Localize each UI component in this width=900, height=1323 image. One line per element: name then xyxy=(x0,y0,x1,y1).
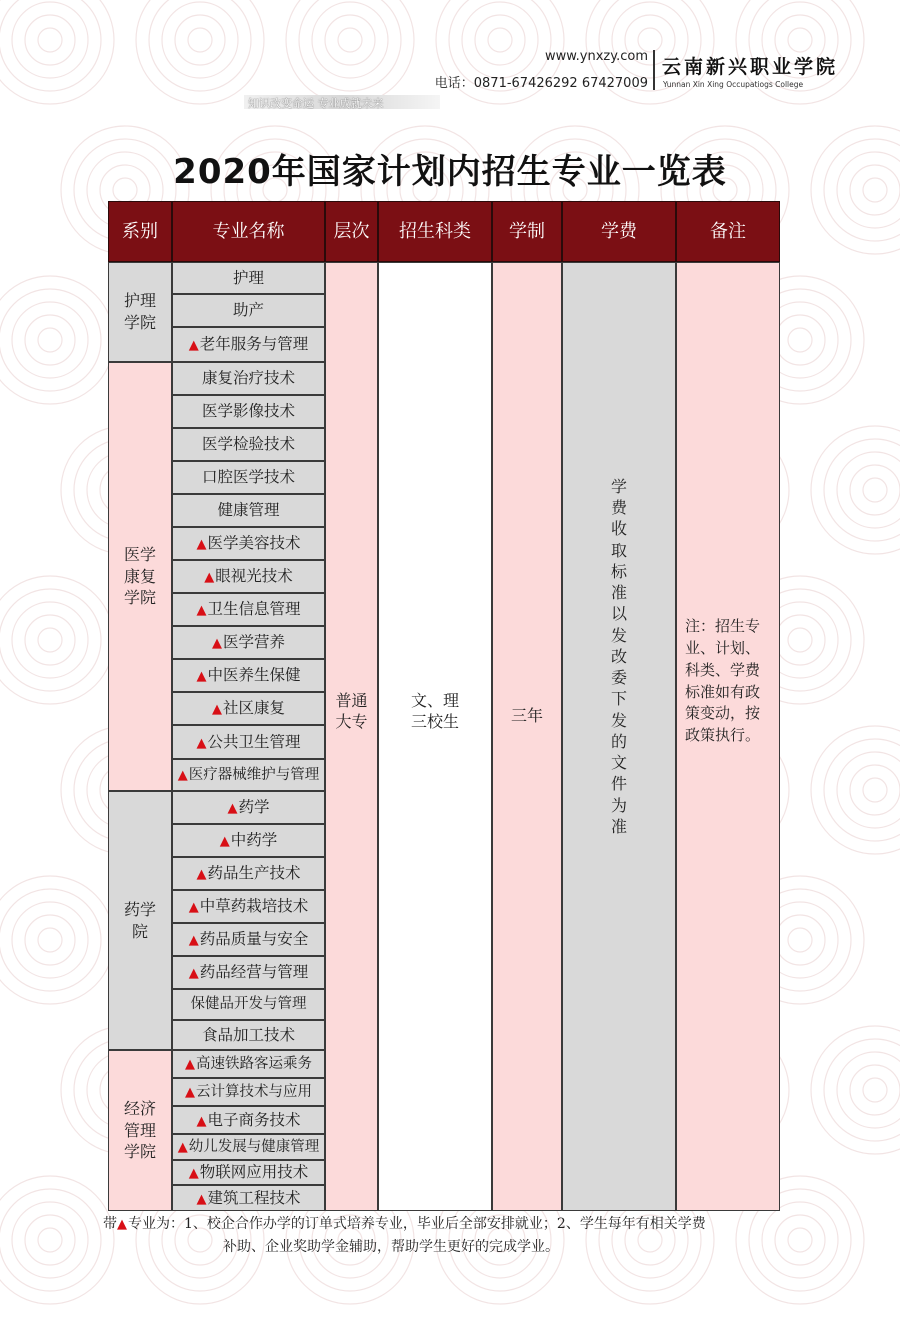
major-label xyxy=(202,467,295,487)
table-row-major xyxy=(172,659,325,692)
table-row-major xyxy=(172,956,325,989)
table-row-major xyxy=(172,791,325,824)
department-name: 医学康复学院 xyxy=(123,545,156,608)
major-label xyxy=(178,1138,320,1157)
major-label xyxy=(202,401,295,421)
table-row-major xyxy=(172,1160,325,1185)
department-name: 药学院 xyxy=(123,899,156,941)
red-triangle-icon: ▲ xyxy=(188,933,199,949)
major-label xyxy=(204,566,293,587)
header-level xyxy=(325,201,378,262)
department-name: 护理学院 xyxy=(123,291,156,332)
table-row-major xyxy=(172,1050,325,1078)
major-name: 助产 xyxy=(232,301,264,320)
red-triangle-icon: ▲ xyxy=(196,1113,207,1129)
table-row-major xyxy=(172,1134,325,1160)
department-name: 经济管理学院 xyxy=(123,1099,156,1162)
red-triangle-icon: ▲ xyxy=(196,603,207,619)
department-cell xyxy=(108,791,172,1050)
major-name: 云计算技术与应用 xyxy=(196,1083,312,1100)
footnote-line-1: 专业为：1、校企合作办学的订单式培养专业，毕业后全部安排就业；2、学生每年有相关学费 xyxy=(128,1216,706,1232)
red-triangle-icon: ▲ xyxy=(227,801,238,817)
department-cell xyxy=(108,262,172,362)
phone-numbers: 电话：0871-67426292 67427009 xyxy=(434,76,648,91)
header-major-name xyxy=(172,201,325,262)
college-english-name: Yunnan Xin Xing Occupatiogs College xyxy=(663,80,804,89)
major-name: 保健品开发与管理 xyxy=(190,996,307,1013)
major-name: 建筑工程技术 xyxy=(207,1188,301,1207)
red-triangle-icon: ▲ xyxy=(185,1056,195,1072)
red-triangle-icon: ▲ xyxy=(196,1191,207,1207)
major-name: 医学影像技术 xyxy=(201,402,295,421)
major-label xyxy=(212,698,285,719)
major-name: 公共卫生管理 xyxy=(207,732,301,751)
major-name: 中草药栽培技术 xyxy=(199,897,309,916)
red-triangle-icon: ▲ xyxy=(196,735,207,751)
table-row-major xyxy=(172,461,325,494)
table-row-major xyxy=(172,362,325,395)
table-row-major xyxy=(172,428,325,461)
red-triangle-icon: ▲ xyxy=(219,834,230,850)
slogan: 知识改变命运 专业成就未来 xyxy=(248,97,384,110)
header-department xyxy=(108,201,172,262)
red-triangle-icon: ▲ xyxy=(211,702,222,718)
major-name: 药学 xyxy=(238,798,270,817)
footnote-prefix: 带 xyxy=(103,1216,117,1232)
major-label xyxy=(233,300,264,320)
tuition-cell xyxy=(562,262,676,1211)
column-header-label: 系别 xyxy=(122,220,158,242)
major-name: 电子商务技术 xyxy=(207,1110,301,1129)
table-row-major xyxy=(172,294,325,327)
red-triangle-icon: ▲ xyxy=(211,636,222,652)
major-name: 康复治疗技术 xyxy=(201,369,295,388)
table-row-major xyxy=(172,527,325,560)
table-row-major xyxy=(172,890,325,923)
column-header-label: 学制 xyxy=(509,220,545,242)
major-name: 口腔医学技术 xyxy=(201,468,295,487)
column-header-label: 备注 xyxy=(710,220,746,242)
major-label xyxy=(189,334,309,355)
red-triangle-icon: ▲ xyxy=(117,1217,127,1232)
major-name: 社区康复 xyxy=(222,699,285,718)
website-url: www.ynxzy.com xyxy=(544,49,648,64)
red-triangle-icon: ▲ xyxy=(188,1166,199,1182)
level-value: 普通大专 xyxy=(335,690,368,731)
major-label xyxy=(202,434,295,454)
table-row-major xyxy=(172,923,325,956)
table-row-major xyxy=(172,593,325,626)
column-header-label: 学费 xyxy=(601,220,637,242)
major-label xyxy=(191,995,307,1014)
major-label xyxy=(233,268,264,288)
table-row-major xyxy=(172,1185,325,1211)
table-row-major xyxy=(172,626,325,659)
red-triangle-icon: ▲ xyxy=(177,1139,188,1155)
major-name: 健康管理 xyxy=(217,501,280,520)
major-name: 眼视光技术 xyxy=(215,567,293,586)
major-label xyxy=(202,368,295,388)
table-row-major xyxy=(172,327,325,362)
major-label xyxy=(189,1162,309,1183)
major-label xyxy=(227,797,269,818)
department-cell xyxy=(108,1050,172,1211)
major-name: 药品经营与管理 xyxy=(199,963,309,982)
major-label xyxy=(178,766,320,785)
major-label xyxy=(189,896,309,917)
table-row-major xyxy=(172,725,325,759)
red-triangle-icon: ▲ xyxy=(196,669,207,685)
major-label xyxy=(196,1188,300,1209)
red-triangle-icon: ▲ xyxy=(204,570,215,586)
major-label xyxy=(220,830,278,851)
header-duration xyxy=(492,201,562,262)
table-row-major xyxy=(172,494,325,527)
major-name: 物联网应用技术 xyxy=(199,1163,309,1182)
major-label xyxy=(196,599,300,620)
table-row-major xyxy=(172,1078,325,1106)
table-row-major xyxy=(172,395,325,428)
major-name: 医疗器械维护与管理 xyxy=(188,766,320,783)
tuition-value: 学费收取标准以发改委下发的文件为准 xyxy=(610,476,627,836)
header-remark xyxy=(676,201,780,262)
red-triangle-icon: ▲ xyxy=(196,537,207,553)
column-header-label: 专业名称 xyxy=(212,220,285,242)
major-name: 医学营养 xyxy=(222,633,285,652)
major-label xyxy=(217,500,279,520)
header-tuition xyxy=(562,201,676,262)
red-triangle-icon: ▲ xyxy=(188,900,199,916)
red-triangle-icon: ▲ xyxy=(177,767,188,783)
table-row-major xyxy=(172,1020,325,1050)
table-row-major xyxy=(172,824,325,857)
remark-value: 注：招生专业、计划、科类、学费标准如有政策变动，按政策执行。 xyxy=(685,617,761,744)
table-row-major xyxy=(172,857,325,890)
college-logo-name: 云南新兴职业学院 xyxy=(662,56,839,78)
table-row-major xyxy=(172,262,325,294)
table-row-major xyxy=(172,759,325,791)
table-row-major xyxy=(172,560,325,593)
red-triangle-icon: ▲ xyxy=(188,338,199,354)
red-triangle-icon: ▲ xyxy=(185,1084,195,1100)
major-name: 卫生信息管理 xyxy=(207,600,301,619)
category-cell xyxy=(378,262,492,1211)
majors-table xyxy=(108,201,780,1206)
red-triangle-icon: ▲ xyxy=(196,867,207,883)
duration-cell xyxy=(492,262,562,1211)
major-name: 医学美容技术 xyxy=(207,534,301,553)
major-name: 中医养生保健 xyxy=(207,666,301,685)
major-label xyxy=(189,962,309,983)
header-category xyxy=(378,201,492,262)
major-label xyxy=(185,1083,312,1102)
major-name: 中药学 xyxy=(230,831,278,850)
major-name: 医学检验技术 xyxy=(201,435,295,454)
column-header-label: 招生科类 xyxy=(399,220,471,242)
major-name: 老年服务与管理 xyxy=(199,335,309,354)
header-divider xyxy=(653,50,655,90)
category-value: 文、理三校生 xyxy=(410,690,459,731)
table-row-major xyxy=(172,989,325,1020)
major-name: 药品质量与安全 xyxy=(199,930,309,949)
footnote xyxy=(103,1213,803,1259)
major-label xyxy=(196,1110,300,1131)
major-label xyxy=(196,863,300,884)
duration-value: 三年 xyxy=(510,706,543,726)
major-label xyxy=(196,665,300,686)
department-cell xyxy=(108,362,172,791)
major-name: 高速铁路客运乘务 xyxy=(196,1055,312,1072)
major-label xyxy=(196,732,300,753)
major-label xyxy=(185,1055,312,1074)
table-row-major xyxy=(172,692,325,725)
major-label xyxy=(189,929,309,950)
red-triangle-icon: ▲ xyxy=(188,966,199,982)
major-name: 食品加工技术 xyxy=(201,1025,295,1044)
footnote-line-2: 补助、企业奖助学金辅助，帮助学生更好的完成学业。 xyxy=(223,1239,559,1255)
major-name: 药品生产技术 xyxy=(207,864,301,883)
remark-cell xyxy=(676,262,780,1211)
major-label xyxy=(196,533,300,554)
table-row-major xyxy=(172,1106,325,1134)
column-header-label: 层次 xyxy=(333,220,370,242)
major-name: 护理 xyxy=(232,268,264,287)
major-name: 幼儿发展与健康管理 xyxy=(188,1138,320,1155)
page-title: 2020年国家计划内招生专业一览表 xyxy=(173,152,727,192)
major-label xyxy=(202,1025,295,1045)
level-cell xyxy=(325,262,378,1211)
major-label xyxy=(212,632,285,653)
